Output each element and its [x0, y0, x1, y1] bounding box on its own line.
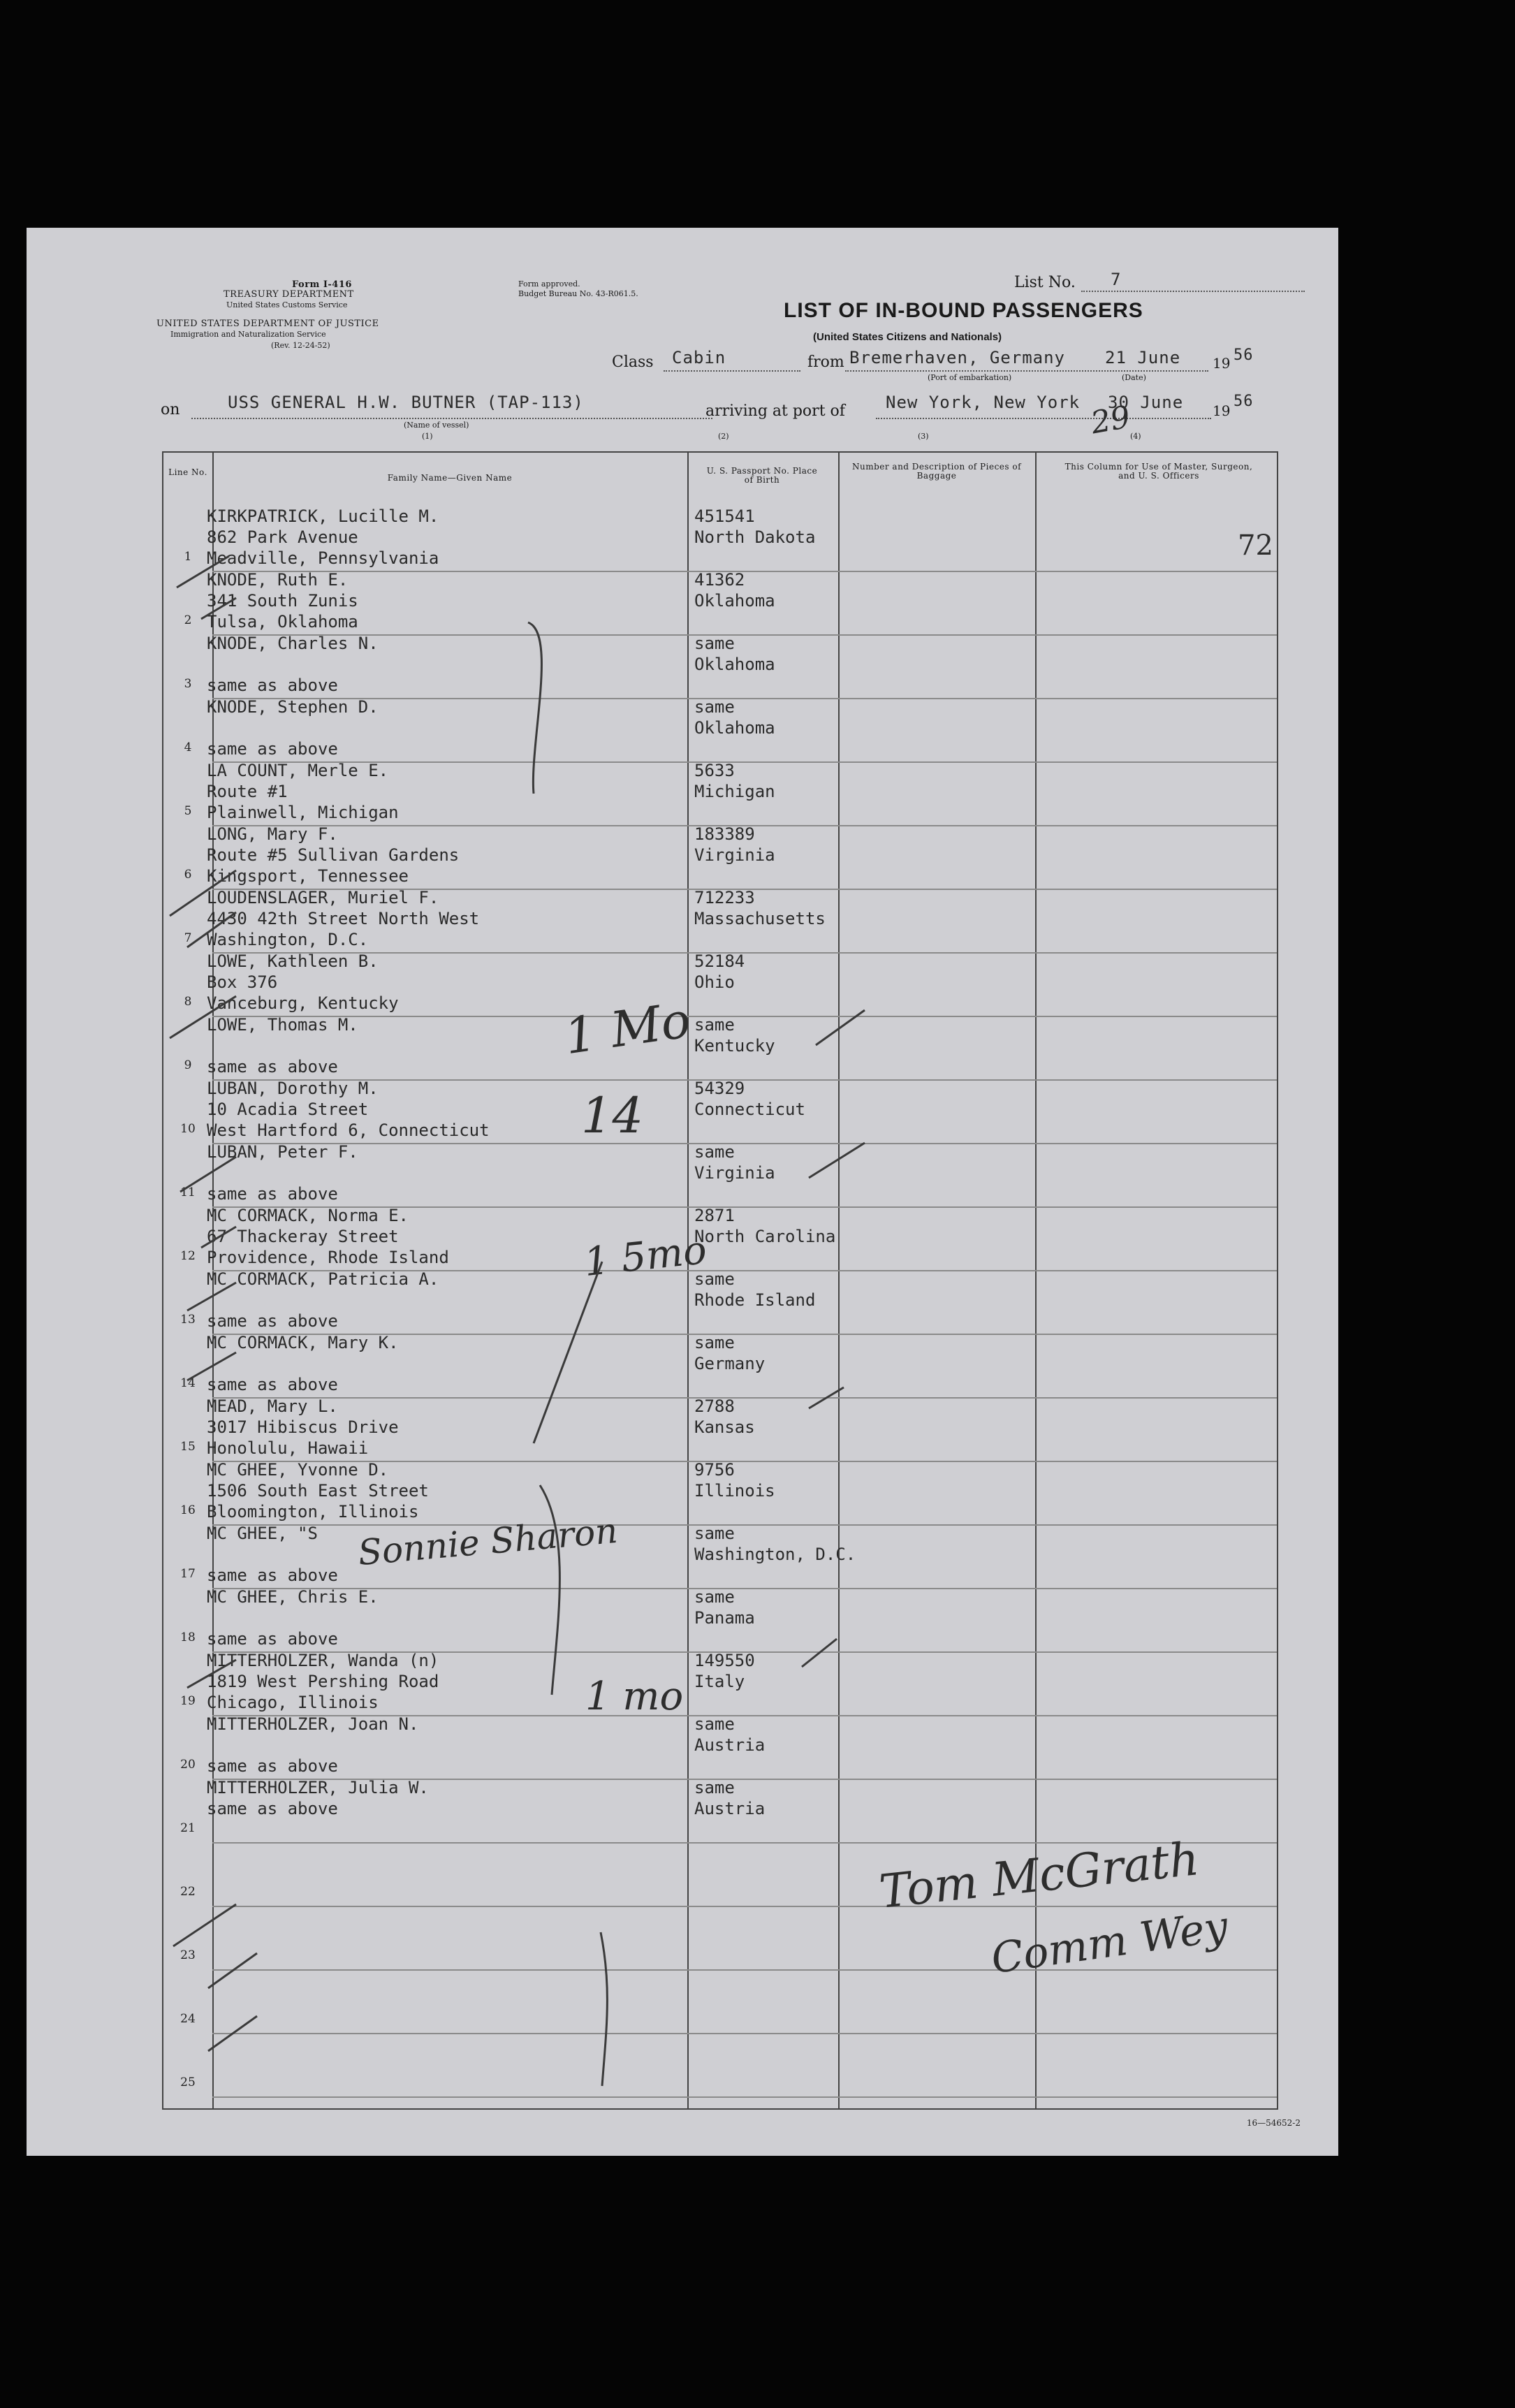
passenger-address: Providence, Rhode Island [207, 1248, 449, 1267]
passport-number: same [694, 697, 735, 717]
passport-number: same [694, 1778, 735, 1797]
col4-note: (4) [1130, 432, 1141, 441]
passenger-address: Kingsport, Tennessee [207, 866, 409, 886]
handwritten-1mo-mark: 1 mo [585, 1674, 684, 1719]
row-line-number: 16 [180, 1503, 196, 1517]
passenger-name: MC GHEE, "S [207, 1524, 318, 1543]
row-line-number: 4 [184, 740, 192, 754]
passenger-name: LONG, Mary F. [207, 824, 338, 844]
tick-mark [809, 1387, 844, 1408]
place-of-birth: Virginia [694, 1163, 775, 1183]
tick-mark [816, 1010, 865, 1045]
passport-number: same [694, 1269, 735, 1289]
passenger-name: LOUDENSLAGER, Muriel F. [207, 888, 439, 907]
bracket-mark [528, 622, 541, 794]
place-of-birth: Oklahoma [694, 718, 775, 738]
row-line-number: 1 [184, 550, 192, 564]
passenger-address: Box 376 [207, 972, 278, 992]
passenger-name: LUBAN, Peter F. [207, 1142, 358, 1162]
year-prefix: 19 [1213, 355, 1231, 372]
passport-number: same [694, 1142, 735, 1162]
budget-bureau: Budget Bureau No. 43-R061.5. [518, 289, 638, 298]
row-line-number: 17 [180, 1567, 196, 1581]
class-value: Cabin [672, 348, 726, 367]
passenger-address: Honolulu, Hawaii [207, 1438, 369, 1458]
passenger-address: West Hartford 6, Connecticut [207, 1121, 490, 1140]
passenger-name: MC GHEE, Chris E. [207, 1587, 379, 1607]
handwritten-14-mark: 14 [581, 1087, 644, 1144]
row-line-number: 8 [184, 995, 192, 1009]
passenger-name: KNODE, Ruth E. [207, 570, 349, 590]
passport-number: 183389 [694, 824, 755, 844]
passenger-name: MEAD, Mary L. [207, 1396, 338, 1416]
passport-number: 9756 [694, 1460, 735, 1480]
tick-mark [170, 870, 236, 916]
handwritten-mo-mark: 1 Mo [561, 991, 694, 1066]
passenger-address: Washington, D.C. [207, 930, 369, 949]
passenger-name: MC GHEE, Yvonne D. [207, 1460, 389, 1480]
passenger-address: same as above [207, 739, 338, 759]
header-officers: This Column for Use of Master, Surgeon, and U. S. Officers [1064, 462, 1253, 481]
annotation-72: 72 [1238, 530, 1273, 562]
passenger-name: MC CORMACK, Mary K. [207, 1333, 399, 1352]
arriving-label: arriving at port of [705, 402, 845, 420]
place-of-birth: Kansas [694, 1417, 755, 1437]
passenger-address: same as above [207, 1799, 338, 1818]
passport-number: 451541 [694, 506, 755, 526]
row-line-number: 7 [184, 931, 192, 945]
passport-number: same [694, 1524, 735, 1543]
tick-mark [173, 1904, 236, 1946]
tick-mark [208, 1953, 257, 1988]
row-line-number: 18 [180, 1630, 196, 1644]
tick-mark [201, 598, 236, 619]
row-line-number: 12 [180, 1249, 196, 1263]
bracket-mark [540, 1485, 559, 1695]
tick-mark [177, 556, 229, 588]
date-note: (Date) [1122, 373, 1146, 382]
passenger-address: Plainwell, Michigan [207, 803, 399, 822]
passenger-name: MC CORMACK, Patricia A. [207, 1269, 439, 1289]
passenger-name: MITTERHOLZER, Joan N. [207, 1714, 419, 1734]
row-line-number: 25 [180, 2075, 196, 2089]
passport-number: same [694, 1714, 735, 1734]
passport-number: same [694, 1587, 735, 1607]
passenger-name: LUBAN, Dorothy M. [207, 1079, 379, 1098]
passport-number: 712233 [694, 888, 755, 907]
passenger-address: 10 Acadia Street [207, 1100, 369, 1119]
passenger-address: 4430 42th Street North West [207, 909, 480, 928]
passport-number: 5633 [694, 761, 735, 780]
passport-number: same [694, 634, 735, 653]
date-correction: 29 [1088, 399, 1134, 442]
passenger-address: 3017 Hibiscus Drive [207, 1417, 399, 1437]
passport-number: same [694, 1015, 735, 1035]
passenger-address: Vanceburg, Kentucky [207, 993, 399, 1013]
place-of-birth: Washington, D.C. [694, 1545, 856, 1564]
vessel-name: USS GENERAL H.W. BUTNER (TAP-113) [228, 393, 584, 412]
place-of-birth: North Carolina [694, 1227, 836, 1246]
row-line-number: 14 [180, 1376, 196, 1390]
officer-signature-1: Tom McGrath [877, 1832, 1202, 1919]
header-baggage: Number and Description of Pieces of Baggage [851, 462, 1022, 481]
place-of-birth: Virginia [694, 845, 775, 865]
col3-note: (3) [918, 432, 929, 441]
passport-number: 2871 [694, 1206, 735, 1225]
justice-label: UNITED STATES DEPARTMENT OF JUSTICE [156, 319, 379, 329]
passenger-address: 1819 West Pershing Road [207, 1672, 439, 1691]
page-subtitle: (United States Citizens and Nationals) [813, 331, 1002, 343]
row-line-number: 6 [184, 868, 192, 882]
passport-number: same [694, 1333, 735, 1352]
passport-number: 149550 [694, 1651, 755, 1670]
row-line-number: 22 [180, 1885, 196, 1899]
passport-number: 54329 [694, 1079, 745, 1098]
place-of-birth: Austria [694, 1735, 766, 1755]
tick-mark [187, 1352, 236, 1380]
ins-label: Immigration and Naturalization Service [170, 330, 326, 339]
tick-mark [187, 912, 236, 947]
bracket-mark [601, 1932, 607, 2086]
tick-mark [802, 1639, 837, 1667]
form-number: Form I-416 [292, 279, 352, 290]
passenger-name: MITTERHOLZER, Wanda (n) [207, 1651, 439, 1670]
departure-date: 21 June [1105, 348, 1181, 367]
port-of-embarkation: Bremerhaven, Germany [849, 348, 1065, 367]
revision-label: (Rev. 12-24-52) [271, 341, 330, 350]
footer-code: 16—54652-2 [1246, 2118, 1301, 2128]
row-line-number: 24 [180, 2012, 196, 2026]
slash-mark [534, 1262, 602, 1443]
row-line-number: 13 [180, 1313, 196, 1327]
passenger-address: same as above [207, 1375, 338, 1394]
tick-mark [809, 1143, 865, 1178]
passenger-name: KNODE, Stephen D. [207, 697, 379, 717]
passenger-name: LOWE, Kathleen B. [207, 951, 379, 971]
place-of-birth: Connecticut [694, 1100, 805, 1119]
passport-number: 52184 [694, 951, 745, 971]
passenger-address: same as above [207, 676, 338, 695]
place-of-birth: North Dakota [694, 527, 816, 547]
place-of-birth: Panama [694, 1608, 755, 1628]
treasury-label: TREASURY DEPARTMENT [224, 289, 354, 300]
row-line-number: 5 [184, 804, 192, 818]
form-approved: Form approved. [518, 279, 580, 289]
passenger-name: LOWE, Thomas M. [207, 1015, 358, 1035]
place-of-birth: Kentucky [694, 1036, 775, 1056]
passenger-address: 1506 South East Street [207, 1481, 429, 1501]
passenger-address: same as above [207, 1057, 338, 1077]
place-of-birth: Germany [694, 1354, 766, 1373]
page-title: LIST OF IN-BOUND PASSENGERS [784, 299, 1143, 322]
tick-mark [201, 1227, 236, 1248]
place-of-birth: Ohio [694, 972, 735, 992]
row-line-number: 15 [180, 1440, 196, 1454]
year-prefix-2: 19 [1213, 402, 1231, 419]
row-line-number: 20 [180, 1758, 196, 1772]
arrival-port: New York, New York [886, 393, 1081, 412]
passenger-address: Route #1 [207, 782, 288, 801]
row-line-number: 3 [184, 677, 192, 691]
passenger-name: MC CORMACK, Norma E. [207, 1206, 409, 1225]
from-label: from [807, 353, 844, 371]
arrival-date: 30 June [1108, 393, 1184, 412]
passenger-name: KIRKPATRICK, Lucille M. [207, 506, 439, 526]
handwritten-5mo-mark: 1 5mo [582, 1227, 709, 1286]
passenger-address: same as above [207, 1566, 338, 1585]
year-suffix: 56 [1234, 346, 1254, 364]
header-name: Family Name—Given Name [387, 473, 513, 483]
tick-mark [170, 996, 236, 1038]
place-of-birth: Austria [694, 1799, 766, 1818]
list-no-label: List No. [1014, 274, 1076, 291]
row-line-number: 10 [180, 1122, 196, 1136]
passenger-address: Meadville, Pennsylvania [207, 548, 439, 568]
passenger-address: 862 Park Avenue [207, 527, 358, 547]
place-of-birth: Italy [694, 1672, 745, 1691]
row-line-number: 9 [184, 1058, 192, 1072]
passenger-name: LA COUNT, Merle E. [207, 761, 389, 780]
tick-marks [170, 556, 865, 2086]
passenger-address: Bloomington, Illinois [207, 1502, 419, 1522]
port-note: (Port of embarkation) [928, 373, 1012, 382]
handwritten-name-sonnie: Sonnie Sharon [356, 1510, 620, 1574]
passenger-address: 341 South Zunis [207, 591, 358, 611]
passenger-address: same as above [207, 1629, 338, 1649]
passenger-address: same as above [207, 1184, 338, 1204]
tick-mark [187, 1283, 236, 1311]
place-of-birth: Rhode Island [694, 1290, 816, 1310]
officer-signature-2: Comm Wey [988, 1902, 1231, 1984]
passenger-address: same as above [207, 1756, 338, 1776]
place-of-birth: Illinois [694, 1481, 775, 1501]
col1-note: (1) [422, 432, 433, 441]
passport-number: 41362 [694, 570, 745, 590]
passport-number: 2788 [694, 1396, 735, 1416]
tick-mark [180, 1157, 236, 1192]
on-label: on [161, 401, 180, 418]
tick-mark [208, 2016, 257, 2051]
place-of-birth: Oklahoma [694, 655, 775, 674]
vessel-note: (Name of vessel) [404, 421, 469, 430]
passenger-name: MITTERHOLZER, Julia W. [207, 1778, 429, 1797]
col2-note: (2) [718, 432, 729, 441]
passenger-address: Tulsa, Oklahoma [207, 612, 358, 632]
year-suffix-2: 56 [1234, 393, 1254, 410]
check-marks [27, 228, 1338, 2156]
row-line-number: 19 [180, 1694, 196, 1708]
row-line-number: 21 [180, 1821, 196, 1835]
row-line-number: 2 [184, 613, 192, 627]
passenger-address: Chicago, Illinois [207, 1693, 379, 1712]
list-no-value: 7 [1111, 270, 1122, 289]
manifest-page [27, 228, 1338, 2156]
header-line-no: Line No. [168, 467, 207, 477]
header-passport: U. S. Passport No. Place of Birth [706, 466, 818, 485]
class-label: Class [612, 353, 654, 371]
passenger-address: Route #5 Sullivan Gardens [207, 845, 460, 865]
place-of-birth: Oklahoma [694, 591, 775, 611]
place-of-birth: Michigan [694, 782, 775, 801]
passenger-name: KNODE, Charles N. [207, 634, 379, 653]
customs-label: United States Customs Service [226, 300, 348, 309]
place-of-birth: Massachusetts [694, 909, 826, 928]
row-line-number: 11 [180, 1185, 196, 1199]
tick-mark [187, 1660, 236, 1688]
passenger-address: same as above [207, 1311, 338, 1331]
row-line-number: 23 [180, 1948, 196, 1962]
passenger-address: 67 Thackeray Street [207, 1227, 399, 1246]
